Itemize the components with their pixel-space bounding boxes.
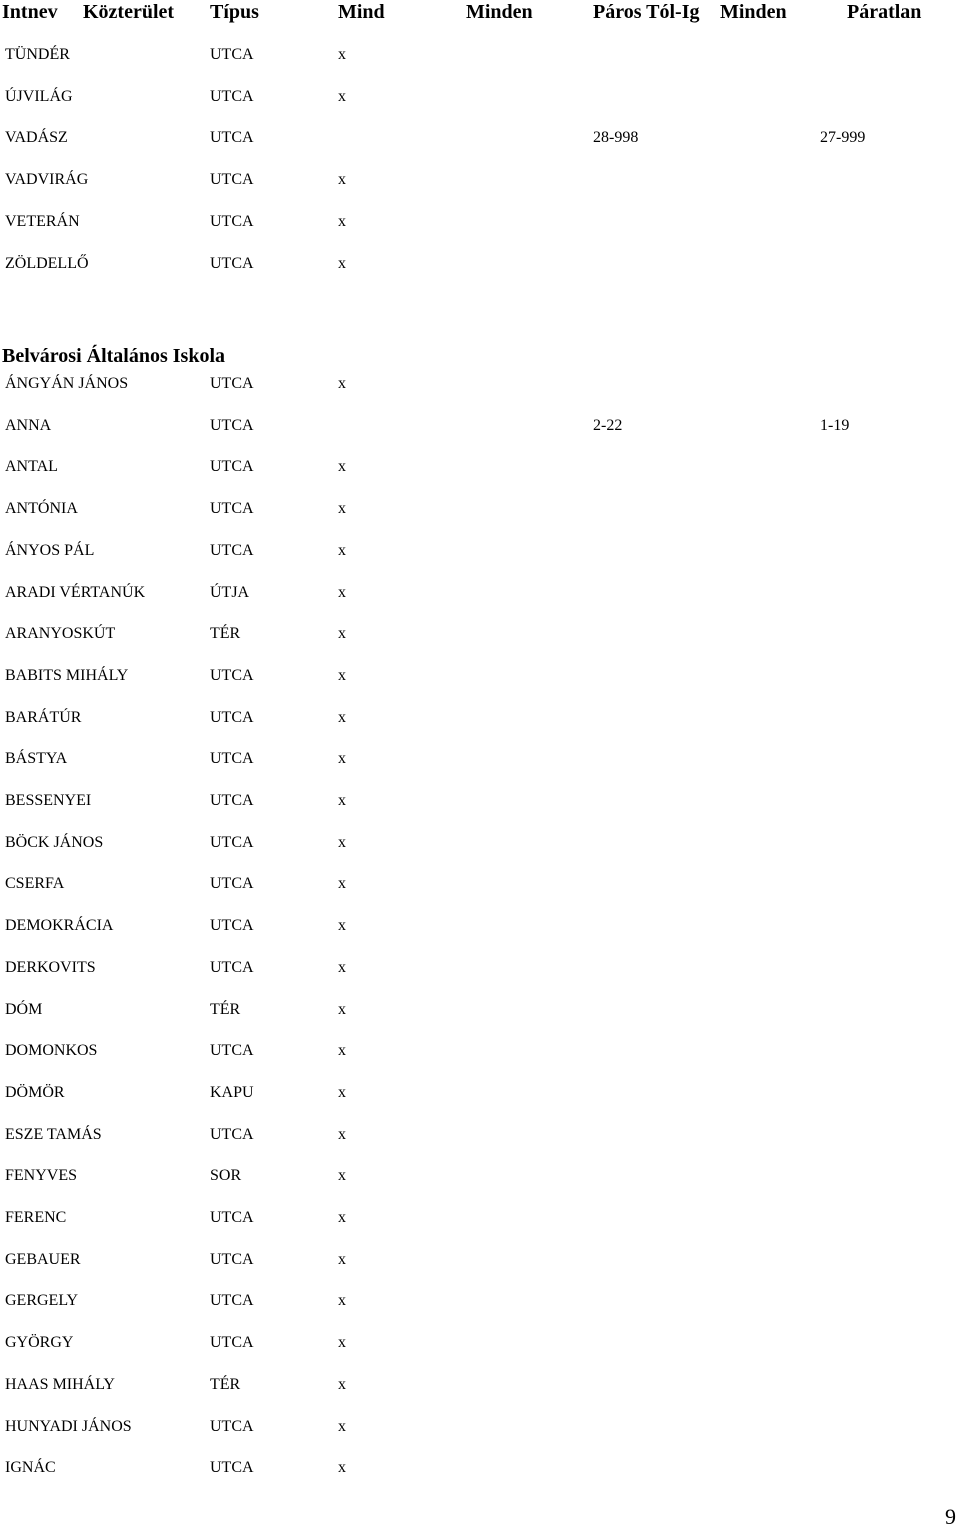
street-name: GEBAUER	[5, 1250, 81, 1268]
table-row	[0, 666, 960, 686]
table-row	[0, 1166, 960, 1186]
header-minden-2: Minden	[720, 1, 787, 23]
street-name: ARADI VÉRTANÚK	[5, 583, 146, 601]
table-row	[0, 1000, 960, 1020]
street-type: UTCA	[210, 750, 254, 768]
street-type: UTCA	[210, 666, 254, 684]
street-name: BARÁTÚR	[5, 708, 82, 726]
table-row	[0, 708, 960, 728]
all-marker: x	[338, 1167, 346, 1185]
street-name: VADÁSZ	[5, 129, 68, 147]
header-minden-1: Minden	[466, 1, 533, 23]
odd-range: 1-19	[820, 416, 850, 434]
street-name: HAAS MIHÁLY	[5, 1375, 115, 1393]
street-name: BESSENYEI	[5, 792, 92, 809]
street-type: TÉR	[210, 625, 241, 643]
street-type: ÚTJA	[210, 583, 250, 601]
table-row	[0, 128, 960, 148]
street-type: UTCA	[210, 375, 254, 392]
table-row	[0, 1333, 960, 1353]
street-type: UTCA	[210, 212, 254, 230]
all-marker: x	[338, 500, 346, 518]
table-row	[0, 1041, 960, 1061]
all-marker: x	[338, 750, 346, 768]
header-intnev: Intnev	[2, 1, 58, 23]
all-marker: x	[338, 1292, 346, 1310]
all-marker: x	[338, 1375, 346, 1393]
street-name: ZÖLDELLŐ	[5, 254, 89, 272]
street-type: UTCA	[210, 1250, 254, 1268]
table-row	[0, 212, 960, 232]
street-name: BABITS MIHÁLY	[5, 666, 129, 684]
table-row	[0, 374, 960, 394]
table-row	[0, 499, 960, 519]
all-marker: x	[338, 958, 346, 976]
all-marker: x	[338, 171, 346, 189]
all-marker: x	[338, 666, 346, 684]
street-name: GYÖRGY	[5, 1334, 74, 1352]
street-type: UTCA	[210, 1042, 254, 1060]
street-type: UTCA	[210, 708, 254, 726]
all-marker: x	[338, 625, 346, 643]
table-row	[0, 583, 960, 603]
all-marker: x	[338, 1000, 346, 1018]
table-row	[0, 1375, 960, 1395]
street-name: VETERÁN	[5, 212, 80, 230]
all-marker: x	[338, 875, 346, 893]
street-type: UTCA	[210, 833, 254, 851]
all-marker: x	[338, 212, 346, 230]
street-name: VADVIRÁG	[5, 171, 89, 189]
street-name: FENYVES	[5, 1167, 78, 1185]
street-type: TÉR	[210, 1375, 241, 1393]
street-name: DÓM	[5, 1000, 43, 1018]
section-title: Belvárosi Általános Iskola	[2, 345, 225, 367]
table-row	[0, 833, 960, 853]
street-type: UTCA	[210, 1334, 254, 1352]
street-type: UTCA	[210, 1417, 254, 1435]
header-tipus: Típus	[210, 1, 259, 23]
street-type: UTCA	[210, 254, 254, 272]
street-name: FERENC	[5, 1209, 67, 1226]
table-row	[0, 958, 960, 978]
all-marker: x	[338, 1417, 346, 1435]
table-row	[0, 1291, 960, 1311]
header-mind: Mind	[338, 1, 385, 23]
all-marker: x	[338, 1042, 346, 1060]
street-name: ANNA	[5, 416, 52, 434]
all-marker: x	[338, 1250, 346, 1268]
street-name: HUNYADI JÁNOS	[5, 1417, 132, 1435]
street-type: UTCA	[210, 792, 254, 809]
table-row	[0, 87, 960, 107]
street-type: UTCA	[210, 416, 254, 434]
street-type: SOR	[210, 1167, 242, 1185]
street-name: ARANYOSKÚT	[5, 625, 116, 643]
street-name: TÜNDÉR	[5, 46, 70, 63]
all-marker: x	[338, 583, 346, 601]
street-name: ANTÓNIA	[5, 500, 78, 518]
street-type: UTCA	[210, 1209, 254, 1226]
table-row	[0, 874, 960, 894]
all-marker: x	[338, 541, 346, 559]
table-row	[0, 791, 960, 811]
street-type: UTCA	[210, 875, 254, 893]
even-range: 28-998	[593, 129, 639, 147]
all-marker: x	[338, 375, 346, 392]
table-row	[0, 749, 960, 769]
street-name: ÁNYOS PÁL	[5, 541, 95, 559]
street-name: BÖCK JÁNOS	[5, 833, 104, 851]
table-row	[0, 1125, 960, 1145]
street-type: UTCA	[210, 458, 254, 476]
all-marker: x	[338, 1459, 346, 1477]
street-type: UTCA	[210, 958, 254, 976]
table-row	[0, 916, 960, 936]
all-marker: x	[338, 792, 346, 809]
all-marker: x	[338, 708, 346, 726]
street-name: IGNÁC	[5, 1459, 56, 1477]
all-marker: x	[338, 458, 346, 476]
all-marker: x	[338, 254, 346, 272]
table-row	[0, 416, 960, 436]
all-marker: x	[338, 917, 346, 935]
street-type: UTCA	[210, 541, 254, 559]
street-type: UTCA	[210, 46, 254, 63]
table-row	[0, 1417, 960, 1437]
street-type: UTCA	[210, 500, 254, 518]
street-type: UTCA	[210, 171, 254, 189]
street-name: BÁSTYA	[5, 750, 68, 768]
table-header	[0, 0, 960, 26]
table-row	[0, 170, 960, 190]
street-type: UTCA	[210, 87, 254, 105]
table-row	[0, 45, 960, 65]
street-name: DOMONKOS	[5, 1042, 98, 1060]
table-row	[0, 254, 960, 274]
table-row	[0, 624, 960, 644]
street-type: TÉR	[210, 1000, 241, 1018]
page-number: 9	[945, 1504, 956, 1529]
header-paros-tol-ig: Páros Tól-Ig	[593, 1, 700, 23]
table-row	[0, 1083, 960, 1103]
all-marker: x	[338, 1334, 346, 1352]
street-name: ÚJVILÁG	[5, 87, 73, 105]
street-name: DEMOKRÁCIA	[5, 917, 114, 935]
street-name: DÖMÖR	[5, 1083, 65, 1101]
street-type: KAPU	[210, 1083, 254, 1101]
all-marker: x	[338, 1083, 346, 1101]
street-type: UTCA	[210, 1292, 254, 1310]
odd-range: 27-999	[820, 129, 866, 147]
table-row	[0, 1208, 960, 1228]
street-type: UTCA	[210, 1459, 254, 1477]
street-name: ÁNGYÁN JÁNOS	[5, 375, 129, 392]
all-marker: x	[338, 87, 346, 105]
table-row	[0, 1250, 960, 1270]
street-name: ESZE TAMÁS	[5, 1125, 102, 1143]
table-row	[0, 1458, 960, 1478]
street-name: GERGELY	[5, 1292, 79, 1310]
header-paratlan: Páratlan	[847, 1, 922, 23]
all-marker: x	[338, 833, 346, 851]
table-row	[0, 457, 960, 477]
street-type: UTCA	[210, 917, 254, 935]
street-name: CSERFA	[5, 875, 65, 893]
street-type: UTCA	[210, 1125, 254, 1143]
all-marker: x	[338, 1209, 346, 1226]
header-kozterulet: Közterület	[83, 1, 175, 23]
street-name: ANTAL	[5, 458, 58, 476]
street-type: UTCA	[210, 129, 254, 147]
all-marker: x	[338, 1125, 346, 1143]
even-range: 2-22	[593, 416, 623, 434]
table-row	[0, 541, 960, 561]
street-name: DERKOVITS	[5, 958, 96, 976]
all-marker: x	[338, 46, 346, 63]
